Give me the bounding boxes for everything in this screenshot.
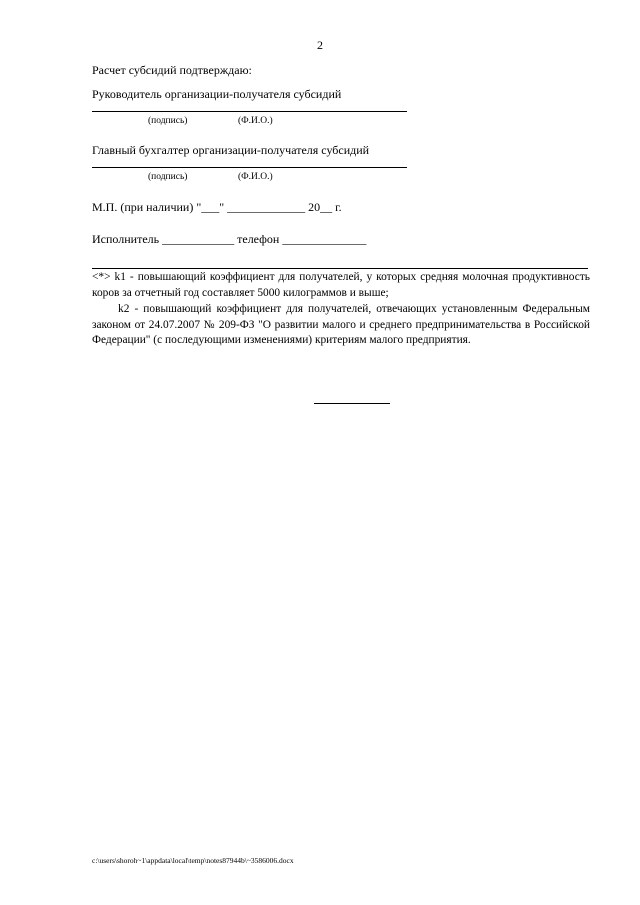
director-signature-caption: (подпись) bbox=[148, 116, 188, 126]
stamp-date-line: М.П. (при наличии) "___" _____________ 20__ г. bbox=[92, 200, 342, 214]
accountant-signature-line bbox=[92, 167, 407, 168]
executor-phone-line: Исполнитель ____________ телефон ______________ bbox=[92, 232, 367, 246]
accountant-name-caption: (Ф.И.О.) bbox=[238, 172, 273, 182]
director-title: Руководитель организации-получателя субсидий bbox=[92, 87, 342, 101]
director-signature-line bbox=[92, 111, 407, 112]
director-name-caption: (Ф.И.О.) bbox=[238, 116, 273, 126]
file-path-footer: c:\users\shoroh~1\appdata\local\temp\notes87944b\~3586006.docx bbox=[92, 856, 294, 865]
footnote-k2: k2 - повышающий коэффициент для получателей, отвечающих установленным Федеральным законом от 24.07.2007 № 209-ФЗ "О развитии малого и среднего предпринимательства в Российской Федерации" (с последующими изменениями) критериям малого предприятия. bbox=[92, 303, 590, 347]
confirm-title: Расчет субсидий подтверждаю: bbox=[92, 63, 252, 77]
footnote-separator bbox=[92, 268, 588, 269]
page-number: 2 bbox=[317, 38, 323, 52]
accountant-signature-caption: (подпись) bbox=[148, 172, 188, 182]
accountant-title: Главный бухгалтер организации-получателя субсидий bbox=[92, 143, 370, 157]
footnote-k1: <*> k1 - повышающий коэффициент для получателей, у которых средняя молочная продуктивность коров за отчетный год составляет 5000 килограммов и выше; bbox=[92, 271, 590, 299]
end-of-document-rule bbox=[314, 403, 390, 404]
